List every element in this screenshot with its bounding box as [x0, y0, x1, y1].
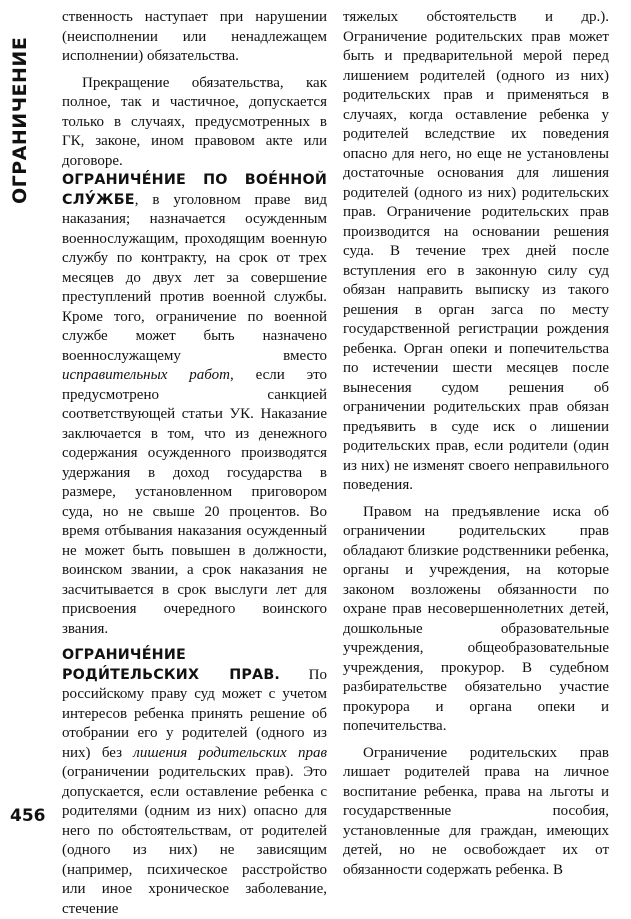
paragraph-continued-right: тяжелых обстоятельств и др.). Ограничение родительских прав может быть и предварительной мерой перед лишением родителей (одного из них) родительских прав и применяться в случаях, когда оставление ребенка у родителей вследствие их поведения опасно для него, но еще не установлены достаточные основания для лишения родителей (одного из них) родительских прав. Ограничение родительских прав производится на основании решения суда. В течение трех дней после вступления его в законную силу суд обязан направить выписку из такого решения в орган загса по месту государственной регистрации рождения ребенка. Орган опеки и попечительства по истечении шести месяцев после вынесения судом решения об ограничении родительских прав обязан предъявить в суде иск о лишении родительских прав, если родители (один из них) не изменят своего неправильного поведения. [343, 9, 609, 493]
entry-text: (ограничении родительских прав). Это допускается, если оставление ребенка с родителями (одним из них) опасно для него по обстоятельствам, от родителей (одного из них) не зависящим (например, психическое расстройство или иное хроническое заболевание, стечение [62, 764, 327, 917]
left-column [62, 8, 327, 919]
page-number: 456 [10, 806, 46, 826]
running-head: ОГРАНИЧЕНИЕ [9, 36, 31, 204]
entry-heading-parental-rights: ОГРАНИЧЕ́НИЕ РОДИ́ТЕЛЬСКИХ ПРАВ. [62, 647, 281, 683]
right-column [343, 8, 609, 880]
paragraph-continued: ственность наступает при нарушении (неисполнении или ненадлежащем исполнении) обязательства. [62, 9, 327, 64]
entry-parental-rights [62, 646, 327, 919]
paragraph-claim-right: Правом на предъявление иска об ограничении родительских прав обладают близкие родственники ребенка, органы и учреждения, на которые законом возложены обязанности по охране прав несовершеннолетних детей, дошкольные образовательные учреждения, общеобразовательные учреждения, прокурор. В судебном разбирательстве обязательно участие прокурора и органа опеки и попечительства. [343, 503, 609, 734]
paragraph-consequences: Ограничение родительских прав лишает родителей права на личное воспитание ребенка, права на льготы и государственные пособия, установленные для граждан, имеющих детей, но не освобождает их от обязанности содержать ребенка. В [343, 744, 609, 878]
entry-heading-military-service: ОГРАНИЧЕ́НИЕ ПО ВОЕ́ННОЙ СЛУ́ЖБЕ [62, 172, 327, 208]
cross-reference: исправительных работ [62, 367, 230, 383]
entry-text: , в уголовном праве вид наказания; назначается осужденным военнослужащим, проходящим военную службу по контракту, на срок от трех месяцев до двух лет за совершение преступлений против военной службы. Кроме того, ограничение по военной службе может быть назначено военнослужащему вместо [62, 191, 327, 364]
paragraph-termination: Прекращение обязательства, как полное, так и частичное, допускается только в случаях, предусмотренных в ГК, законе, ином правовом акте или договоре. [62, 74, 327, 169]
entry-text: По российскому праву суд может с учетом интересов ребенка принять решение об отобрании его у родителей (одного из них) без [62, 666, 327, 761]
entry-text: , если это предусмотрено санкцией соответствующей статьи УК. Наказание заключается в том, что из денежного содержания осужденного производятся удержания в доход государства в размере, установленном приговором суда, но не свыше 20 процентов. Во время отбывания наказания осужденный не может быть повышен в должности, воинском звании, а срок наказания не засчитывается в срок выслуги лет для присвоения очередного воинского звания. [62, 367, 328, 637]
cross-reference: лишения родительских прав [133, 744, 327, 761]
entry-military-service [62, 171, 327, 639]
